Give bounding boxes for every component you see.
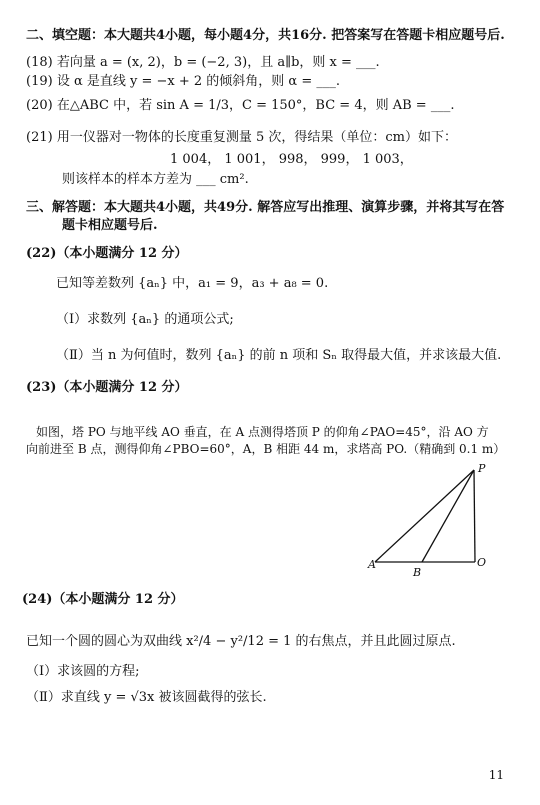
question-24-part1: （Ⅰ）求该圆的方程; (26, 664, 140, 679)
question-23-stem-line1: 如图，塔 PO 与地平线 AO 垂直，在 A 点测得塔顶 P 的仰角∠PAO=45°，沿 AO 方 (36, 425, 489, 439)
label-O: O (477, 556, 487, 569)
question-22-part2: （Ⅱ）当 n 为何值时，数列 {aₙ} 的前 n 项和 Sₙ 取得最大值，并求该最大值. (56, 348, 502, 363)
question-23-title: (23)（本小题满分 12 分） (26, 380, 188, 395)
page-number: 11 (488, 768, 504, 782)
question-24-part2: （Ⅱ）求直线 y = √3x 被该圆截得的弦长. (26, 690, 267, 705)
section2-heading: 二、填空题：本大题共4小题，每小题4分，共16分. 把答案写在答题卡相应题号后. (26, 28, 505, 43)
question-22-title: (22)（本小题满分 12 分） (26, 246, 188, 261)
label-P: P (478, 462, 486, 475)
question-24-title: (24)（本小题满分 12 分） (22, 592, 184, 607)
question-22-stem: 已知等差数列 {aₙ} 中，a₁ = 9，a₃ + a₈ = 0. (56, 276, 329, 291)
section3-heading-line2: 题卡相应题号后. (62, 218, 158, 233)
question-24-stem: 已知一个圆的圆心为双曲线 x²/4 − y²/12 = 1 的右焦点，并且此圆过原点. (26, 634, 456, 649)
tower-line-PO (474, 470, 475, 562)
question-21-data: 1 004， 1 001， 998， 999， 1 003， (170, 152, 413, 167)
question-18: (18) 若向量 a = (x, 2)，b = (−2, 3)，且 a∥b，则 x = ___. (26, 55, 380, 70)
question-22-part1: （Ⅰ）求数列 {aₙ} 的通项公式; (56, 312, 234, 327)
section3-heading-line1: 三、解答题：本大题共4小题，共49分. 解答应写出推理、演算步骤，并将其写在答 (26, 200, 505, 215)
question-20: (20) 在△ABC 中，若 sin A = 1/3，C = 150°，BC = 4，则 AB = ___. (26, 98, 455, 113)
question-19: (19) 设 α 是直线 y = −x + 2 的倾斜角，则 α = ___. (26, 74, 340, 89)
question-23-stem-line2: 向前进至 B 点，测得仰角∠PBO=60°，A，B 相距 44 m，求塔高 PO.（精确到 0.1 m） (26, 442, 506, 456)
label-A: A (368, 558, 376, 571)
tower-elevation-figure (350, 462, 510, 582)
sightline-AP (375, 470, 474, 562)
question-21-ask: 则该样本的样本方差为 ___ cm². (62, 172, 249, 187)
question-21-stem: (21) 用一仪器对一物体的长度重复测量 5 次，得结果（单位：cm）如下： (26, 130, 457, 145)
label-B: B (413, 566, 422, 579)
sightline-BP (422, 470, 474, 562)
